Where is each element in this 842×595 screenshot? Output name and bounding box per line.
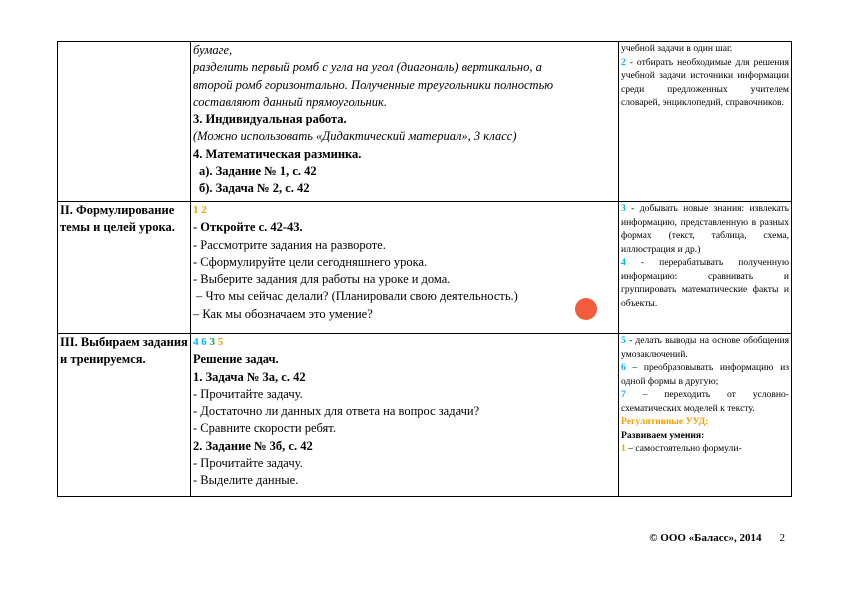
uud-marker: 5 (217, 336, 224, 348)
uud-number: 3 (621, 203, 626, 214)
stage-cell (58, 202, 191, 334)
uud-number: 5 (621, 335, 626, 346)
uud-heading: Регулятивные УУД: (621, 416, 709, 427)
uud-marker: 3 (209, 336, 215, 348)
uud-subheading: Развиваем умения: (621, 429, 705, 441)
uud-marker: 4 (193, 336, 199, 348)
content-cell (191, 334, 619, 497)
content-line: - Прочитайте задачу. (193, 386, 303, 401)
uud-markers (193, 202, 616, 219)
content-line: - Выберите задания для работы на уроке и дома. (193, 272, 451, 287)
content-line: б). Задача № 2, с. 42 (199, 181, 310, 196)
page-footer (649, 532, 785, 544)
content-line: второй ромб горизонтально. Полученные треугольники полностью (193, 77, 554, 92)
uud-text: учебной задачи в один шаг. (621, 43, 733, 54)
table-row (58, 42, 792, 202)
content-line: а). Задание № 1, с. 42 (199, 164, 317, 179)
uud-marker: 6 (201, 336, 207, 348)
content-line: 3. Индивидуальная работа. (193, 112, 347, 127)
uud-item (621, 256, 789, 310)
uud-cell (619, 334, 792, 497)
uud-cell (619, 42, 792, 202)
content-line: разделить первый ромб с угла на угол (диагональ) вертикально, а (193, 60, 542, 75)
uud-number: 4 (621, 257, 626, 268)
table-row (58, 202, 792, 334)
content-line: - Сравните скорости ребят. (193, 421, 336, 436)
stage-cell (58, 42, 191, 202)
copyright-text: © ООО «Баласс», 2014 (649, 532, 762, 544)
content-line: – Что мы сейчас делали? (Планировали свою деятельность.) (193, 289, 518, 304)
content-cell (191, 42, 619, 202)
uud-text: - перерабатывать полученную информацию: сравнивать и группировать математические факты и объекты. (621, 257, 789, 309)
uud-text: – переходить от условно-схематических моделей к тексту. (621, 389, 789, 414)
uud-text: - добывать новые знания: извлекать информацию, представленную в разных формах (текст, таблица, схема, иллюстрация и др.) (621, 203, 789, 255)
uud-number: 7 (621, 389, 626, 400)
uud-marker: 1 (193, 204, 199, 216)
content-line: - Прочитайте задачу. (193, 456, 303, 471)
uud-number: 1 (621, 443, 626, 454)
table-row (58, 334, 792, 497)
content-line: Решение задач. (193, 352, 279, 367)
uud-item (621, 442, 789, 456)
stage-cell (58, 334, 191, 497)
content-line: 2. Задание № 3б, с. 42 (193, 438, 313, 453)
uud-number: 2 (621, 56, 626, 68)
content-cell (191, 202, 619, 334)
uud-cell (619, 202, 792, 334)
uud-markers (193, 334, 616, 351)
content-line: (Можно использовать «Дидактический материал», 3 класс) (193, 129, 517, 144)
content-line: бумаге, (193, 43, 233, 57)
content-line: - Рассмотрите задания на развороте. (193, 237, 386, 252)
uud-item (621, 202, 789, 256)
uud-text: - делать выводы на основе обобщения умозаключений. (621, 335, 789, 360)
uud-text: – самостоятельно формули- (625, 443, 742, 454)
content-line: – Как мы обозначаем это умение? (193, 306, 373, 321)
orange-dot-marker (575, 298, 597, 320)
content-line: - Достаточно ли данных для ответа на вопрос задачи? (193, 404, 480, 419)
uud-item (621, 56, 789, 110)
stage-title: III. Выбираем задания и тренируемся. (60, 335, 188, 366)
content-line: 4. Математическая разминка. (193, 146, 362, 161)
content-line: составляют данный прямоугольник. (193, 94, 387, 109)
uud-item (621, 388, 789, 415)
uud-item (621, 334, 789, 361)
uud-text: - отбирать необходимые для решения учебной задачи источники информации среди предложенных учителем словарей, энциклопедий, справочников. (621, 56, 789, 108)
content-line: - Сформулируйте цели сегодняшнего урока. (193, 254, 428, 269)
content-line: - Откройте с. 42-43. (193, 220, 303, 235)
uud-number: 6 (621, 362, 626, 373)
page-number: 2 (779, 532, 785, 544)
lesson-table (57, 41, 792, 497)
uud-text: – преобразовывать информацию из одной формы в другую; (621, 362, 789, 387)
content-line: - Выделите данные. (193, 473, 299, 488)
uud-item (621, 361, 789, 388)
uud-marker: 2 (201, 204, 207, 216)
content-line: 1. Задача № 3а, с. 42 (193, 369, 306, 384)
stage-title: II. Формулирование темы и целей урока. (60, 203, 175, 234)
